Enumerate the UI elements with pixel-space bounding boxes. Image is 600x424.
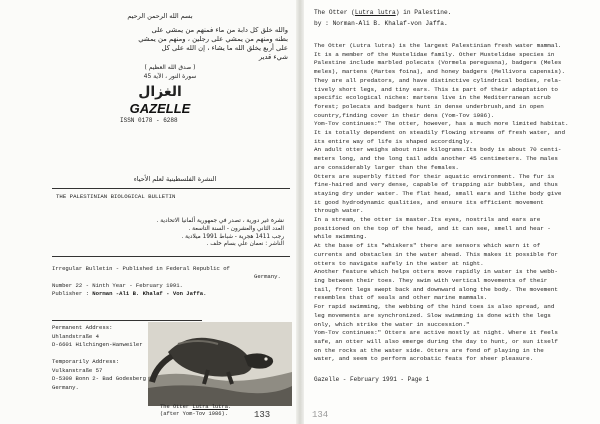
issue-number: Number 22 - Ninth Year - February 1991.: [52, 282, 183, 289]
caption-line: (after Yom-Tov 1986).: [160, 410, 228, 417]
article-body: [314, 42, 569, 364]
article-heading: The Otter (Lutra lutra) in Palestine.: [314, 9, 452, 16]
quran-line: والله خلق كل دابة من ماء فمنهم من يمشي على: [151, 26, 288, 34]
permanent-address: [52, 324, 143, 350]
body-line: safe, an otter will also emerge during the day to hunt, or sun itself: [314, 337, 558, 345]
caption-line: The Otter Lutra lutra.: [160, 404, 232, 410]
publisher-name: Norman -Ali B. Khalaf - Von Jaffa.: [92, 290, 207, 297]
body-line: ing between their toes. They swim with vertical movements of their: [314, 276, 548, 284]
heading-latin: Lutra lutra: [354, 9, 396, 16]
body-line: staying dry under water. The flat head, small ears and lithe body give: [314, 189, 562, 197]
body-line: In a stream, the otter is master.Its eyes, nostrils and ears are: [314, 216, 541, 224]
body-line: Yom-Tov continues:" The otter, however, has a much more limited habitat.: [314, 120, 569, 128]
body-line: Palestine include marbled polecats (Vormela peregusna), badgers (Meles: [314, 59, 562, 67]
quran-line: بطنه ومنهم من يمشي على رجلين ، ومنهم من يمشي: [138, 35, 288, 43]
body-line: It is totally dependent on steadily flowing streams of fresh water, and: [314, 129, 565, 137]
body-line: meles), martens (Martes foina), and honey badgers (Mellivora capensis).: [314, 68, 565, 76]
body-line: Yom-Tov continues:" Otters are active mostly at night. Where it feels: [314, 329, 558, 337]
address-line: D-6601 Hilchingen-Hanweiler: [52, 341, 143, 348]
body-line: It is a member of the Mustelidae family. Other Mustelidae species in: [314, 50, 555, 58]
otter-illustration: [148, 322, 292, 406]
address-title: Temporarily Address:: [52, 358, 120, 365]
body-line: Otters are superbly fitted for their aquatic environment. The fur is: [314, 172, 555, 180]
body-line: currents and obstacles in the water ahead. This makes it possible for: [314, 250, 558, 258]
body-line: specific ecological niches: martens live in the Mediterranean scrub: [314, 94, 551, 102]
left-page: [0, 0, 296, 424]
page-number-left: 133: [254, 410, 271, 420]
title-english: GAZELLE: [129, 101, 191, 116]
publisher-label: Publisher :: [52, 290, 93, 297]
page-number-right: 134: [312, 410, 329, 420]
arabic-info-line: الناشر : نعمان علي بسام خلف .: [206, 241, 284, 248]
basmala: بسم الله الرحمن الرحيم: [127, 12, 193, 20]
body-line: positioned on the top of the head, and it can see, smell and hear -: [314, 224, 551, 232]
body-line: For rapid swimming, the webbing of the hind toes is also spread, and: [314, 303, 555, 311]
body-line: leg movements are synchronized. Slow swimming is done with the legs: [314, 311, 551, 319]
body-line: its entire way of life is shaped accordingly.: [314, 137, 474, 145]
page-footer: Gazelle - February 1991 - Page 1: [314, 376, 430, 383]
quran-line: على أربع يخلق الله ما يشاء ، إن الله على كل: [161, 44, 288, 52]
arabic-info-line: العدد الثاني والعشرون - السنة التاسعة .: [188, 225, 284, 232]
otter-photo: [148, 322, 292, 406]
society-english: THE PALESTINIAN BIOLOGICAL BULLETIN: [56, 193, 176, 200]
arabic-info: [52, 218, 284, 249]
body-line: through water.: [314, 207, 364, 215]
arabic-info-line: نشرة غير دورية ، تصدر في جمهورية ألمانيا الاتحادية .: [156, 218, 284, 224]
body-line: country,finding cover in their dens (Yom-Tov 1986).: [314, 111, 495, 119]
byline: by : Norman-Ali B. Khalaf-von Jaffa.: [314, 20, 448, 27]
body-line: They are all predators, and have distinctive cylindrical bodies, rela-: [314, 76, 562, 84]
body-line: The Otter (Lutra lutra) is the largest Palestinian fresh water mammal.: [314, 42, 562, 49]
body-line: are considerably larger than the females.: [314, 163, 459, 171]
caption-latin: Lutra lutra: [192, 404, 228, 410]
issn: ISSN 0178 - 6288: [120, 117, 178, 124]
body-line: it good hydrodynamic qualities, and ensure its efficient movement: [314, 198, 544, 206]
divider: [52, 320, 202, 321]
address-line: Vulkanstraße 57: [52, 366, 103, 374]
quran-line: شيء قدير: [258, 53, 288, 61]
body-line: on the rocks at the water side. Otters are fond of playing in the: [314, 346, 544, 354]
body-line: resembles that of seals and other marine mammals.: [314, 294, 488, 302]
body-line: forest; polecats and badgers hunt in dense underbrush,and in open: [314, 102, 544, 110]
quran-reference: سورة النور ، الآية 45: [143, 73, 197, 80]
body-line: tively short legs, and tiny ears. This is part of their adaptation to: [314, 85, 558, 93]
right-page: [304, 0, 600, 424]
address-title: Permanent Address:: [52, 324, 113, 331]
body-line: fine-haired and very dense, capable of trapping air bubbles, and thus: [314, 181, 558, 189]
body-line: water, and seem to perform acrobatic feats for sheer pleasure.: [314, 355, 534, 363]
address-line: Uhlandstraße 4: [52, 332, 99, 340]
body-line: only, which strike the water in succession.": [314, 320, 470, 328]
bulletin-line-end: Germany.: [254, 273, 281, 280]
address-line: Germany.: [52, 383, 79, 391]
temporary-address: [52, 358, 146, 392]
body-line: At the base of its "whiskers" there are sensors which warn it of: [314, 242, 541, 250]
book-gutter: [296, 0, 304, 424]
body-line: tail, front legs swept back and downward along the body. The movement: [314, 285, 558, 293]
divider: [52, 188, 290, 189]
body-line: meters long, and the long tail adds another 45 centimeters. The males: [314, 155, 558, 163]
title-arabic: الغزال: [138, 84, 182, 100]
publisher: [52, 290, 206, 297]
photo-caption: [160, 404, 231, 417]
bulletin-line: Irregular Bulletin - Published in Federal Republic of: [52, 265, 230, 272]
quran-verse: [52, 26, 288, 62]
arabic-info-line: رجب 1411 هجرية - شباط 1991 ميلادية .: [181, 233, 284, 240]
address-line: D-5300 Bonn 2- Bad Godesberg: [52, 375, 146, 382]
body-line: An adult otter weighs about nine kilograms.Its body is about 70 centi-: [314, 146, 562, 154]
quran-source: ( صدق الله العظيم ): [144, 64, 196, 71]
body-line: Another feature which helps otters move rapidly in water is the webb-: [314, 268, 558, 276]
body-line: while swimming.: [314, 233, 368, 241]
divider: [52, 256, 290, 257]
society-arabic: النشرة الفلسطينية لعلم الأحياء: [133, 175, 217, 183]
body-line: otters to navigate safely in the water at night.: [314, 259, 484, 267]
